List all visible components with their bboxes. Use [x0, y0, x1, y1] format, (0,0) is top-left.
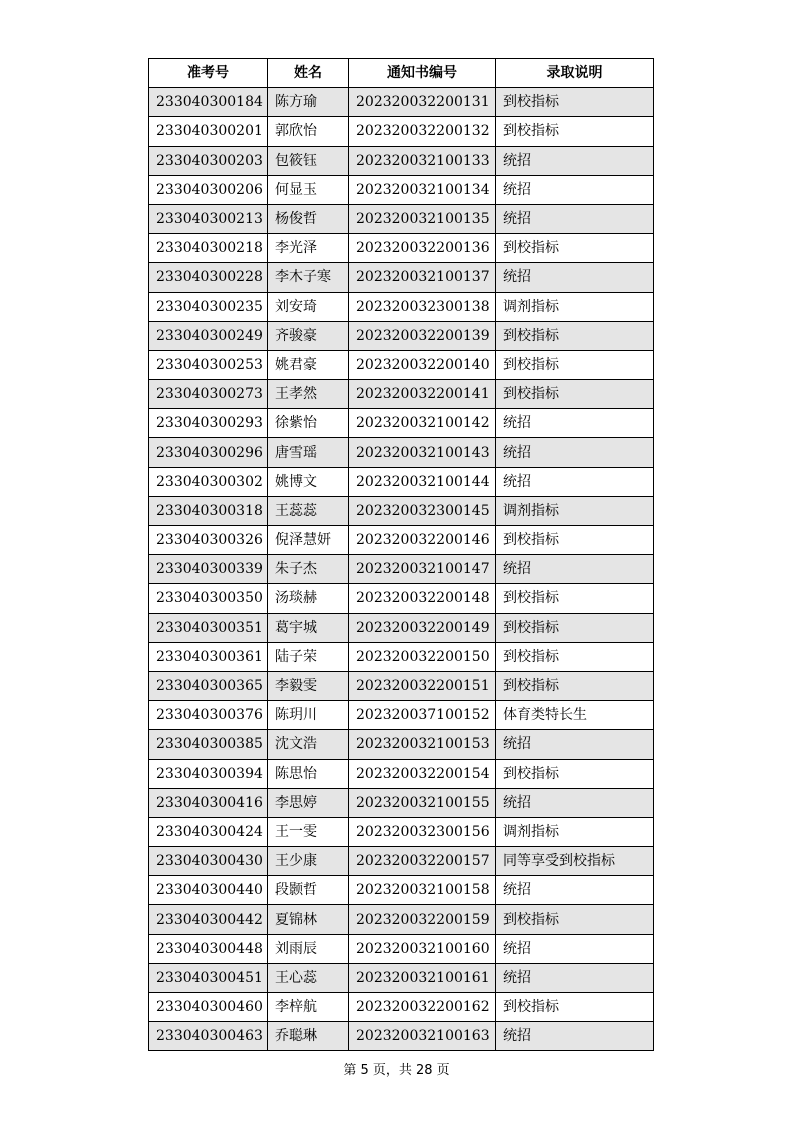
name-cell: 郭欣怡 [268, 117, 349, 146]
name-cell: 沈文浩 [268, 730, 349, 759]
admission-note-cell: 到校指标 [496, 584, 654, 613]
exam-number-cell: 233040300253 [149, 350, 268, 379]
name-cell: 何显玉 [268, 175, 349, 204]
table-row [149, 642, 654, 671]
notice-number-cell: 202320032100153 [349, 730, 496, 759]
table-row [149, 88, 654, 117]
admission-note-cell: 到校指标 [496, 321, 654, 350]
table-row [149, 993, 654, 1022]
notice-number-cell: 202320032200149 [349, 613, 496, 642]
notice-number-cell: 202320032300138 [349, 292, 496, 321]
name-cell: 杨俊哲 [268, 204, 349, 233]
exam-number-cell: 233040300351 [149, 613, 268, 642]
exam-number-cell: 233040300318 [149, 496, 268, 525]
header-exam-number: 准考号 [149, 59, 268, 88]
notice-number-cell: 202320032300156 [349, 817, 496, 846]
admission-note-cell: 到校指标 [496, 234, 654, 263]
notice-number-cell: 202320032100134 [349, 175, 496, 204]
table-row [149, 817, 654, 846]
table-row [149, 730, 654, 759]
exam-number-cell: 233040300184 [149, 88, 268, 117]
table-row [149, 555, 654, 584]
exam-number-cell: 233040300201 [149, 117, 268, 146]
name-cell: 王少康 [268, 847, 349, 876]
notice-number-cell: 202320032200141 [349, 380, 496, 409]
admission-note-cell: 统招 [496, 555, 654, 584]
notice-number-cell: 202320032200131 [349, 88, 496, 117]
exam-number-cell: 233040300376 [149, 701, 268, 730]
exam-number-cell: 233040300442 [149, 905, 268, 934]
notice-number-cell: 202320032200151 [349, 671, 496, 700]
notice-number-cell: 202320032100147 [349, 555, 496, 584]
name-cell: 倪泽慧妍 [268, 526, 349, 555]
name-cell: 唐雪瑶 [268, 438, 349, 467]
notice-number-cell: 202320032100158 [349, 876, 496, 905]
exam-number-cell: 233040300203 [149, 146, 268, 175]
notice-number-cell: 202320032200140 [349, 350, 496, 379]
admission-note-cell: 到校指标 [496, 526, 654, 555]
table-row [149, 876, 654, 905]
notice-number-cell: 202320032100142 [349, 409, 496, 438]
exam-number-cell: 233040300273 [149, 380, 268, 409]
notice-number-cell: 202320032200139 [349, 321, 496, 350]
exam-number-cell: 233040300213 [149, 204, 268, 233]
exam-number-cell: 233040300361 [149, 642, 268, 671]
admission-note-cell: 到校指标 [496, 759, 654, 788]
name-cell: 姚博文 [268, 467, 349, 496]
name-cell: 李木子寒 [268, 263, 349, 292]
notice-number-cell: 202320032100143 [349, 438, 496, 467]
exam-number-cell: 233040300430 [149, 847, 268, 876]
admission-note-cell: 体育类特长生 [496, 701, 654, 730]
name-cell: 刘安琦 [268, 292, 349, 321]
table-row [149, 234, 654, 263]
name-cell: 李梓航 [268, 993, 349, 1022]
table-row [149, 409, 654, 438]
name-cell: 葛宇城 [268, 613, 349, 642]
notice-number-cell: 202320032200162 [349, 993, 496, 1022]
exam-number-cell: 233040300350 [149, 584, 268, 613]
header-name: 姓名 [268, 59, 349, 88]
name-cell: 王一雯 [268, 817, 349, 846]
notice-number-cell: 202320032200157 [349, 847, 496, 876]
name-cell: 王心蕊 [268, 963, 349, 992]
notice-number-cell: 202320037100152 [349, 701, 496, 730]
name-cell: 陆子荣 [268, 642, 349, 671]
exam-number-cell: 233040300218 [149, 234, 268, 263]
exam-number-cell: 233040300460 [149, 993, 268, 1022]
exam-number-cell: 233040300416 [149, 788, 268, 817]
table-row [149, 847, 654, 876]
admission-note-cell: 统招 [496, 263, 654, 292]
table-row [149, 175, 654, 204]
exam-number-cell: 233040300293 [149, 409, 268, 438]
notice-number-cell: 202320032100160 [349, 934, 496, 963]
admission-note-cell: 统招 [496, 146, 654, 175]
admission-table [148, 58, 654, 1051]
exam-number-cell: 233040300448 [149, 934, 268, 963]
page-footer: 第 5 页，共 28 页 [343, 1063, 450, 1078]
table-row [149, 380, 654, 409]
name-cell: 李光泽 [268, 234, 349, 263]
notice-number-cell: 202320032200136 [349, 234, 496, 263]
table-row [149, 467, 654, 496]
admission-note-cell: 统招 [496, 730, 654, 759]
notice-number-cell: 202320032200132 [349, 117, 496, 146]
notice-number-cell: 202320032200146 [349, 526, 496, 555]
header-notice-number: 通知书编号 [349, 59, 496, 88]
exam-number-cell: 233040300424 [149, 817, 268, 846]
name-cell: 陈玥川 [268, 701, 349, 730]
table-row [149, 905, 654, 934]
admission-note-cell: 统招 [496, 788, 654, 817]
admission-note-cell: 到校指标 [496, 117, 654, 146]
table-row [149, 963, 654, 992]
table-header-row [149, 59, 654, 88]
admission-note-cell: 统招 [496, 467, 654, 496]
name-cell: 刘雨辰 [268, 934, 349, 963]
notice-number-cell: 202320032200150 [349, 642, 496, 671]
table-row [149, 613, 654, 642]
notice-number-cell: 202320032200159 [349, 905, 496, 934]
exam-number-cell: 233040300440 [149, 876, 268, 905]
admission-note-cell: 到校指标 [496, 350, 654, 379]
header-admission-note: 录取说明 [496, 59, 654, 88]
name-cell: 王孝然 [268, 380, 349, 409]
admission-note-cell: 统招 [496, 175, 654, 204]
admission-note-cell: 统招 [496, 963, 654, 992]
notice-number-cell: 202320032100137 [349, 263, 496, 292]
name-cell: 王蕊蕊 [268, 496, 349, 525]
exam-number-cell: 233040300326 [149, 526, 268, 555]
table-row [149, 1022, 654, 1051]
admission-note-cell: 统招 [496, 438, 654, 467]
exam-number-cell: 233040300302 [149, 467, 268, 496]
admission-note-cell: 统招 [496, 1022, 654, 1051]
table-row [149, 701, 654, 730]
table-row [149, 671, 654, 700]
admission-note-cell: 统招 [496, 876, 654, 905]
name-cell: 汤琰赫 [268, 584, 349, 613]
exam-number-cell: 233040300394 [149, 759, 268, 788]
admission-note-cell: 到校指标 [496, 88, 654, 117]
table-row [149, 117, 654, 146]
notice-number-cell: 202320032200148 [349, 584, 496, 613]
notice-number-cell: 202320032300145 [349, 496, 496, 525]
notice-number-cell: 202320032100161 [349, 963, 496, 992]
table-row [149, 584, 654, 613]
notice-number-cell: 202320032200154 [349, 759, 496, 788]
table-row [149, 934, 654, 963]
admission-note-cell: 调剂指标 [496, 292, 654, 321]
name-cell: 陈方瑜 [268, 88, 349, 117]
notice-number-cell: 202320032100135 [349, 204, 496, 233]
exam-number-cell: 233040300206 [149, 175, 268, 204]
table-row [149, 759, 654, 788]
admission-note-cell: 同等享受到校指标 [496, 847, 654, 876]
name-cell: 包筱钰 [268, 146, 349, 175]
table-row [149, 146, 654, 175]
name-cell: 徐紫怡 [268, 409, 349, 438]
name-cell: 齐骏豪 [268, 321, 349, 350]
exam-number-cell: 233040300385 [149, 730, 268, 759]
table-row [149, 204, 654, 233]
notice-number-cell: 202320032100163 [349, 1022, 496, 1051]
exam-number-cell: 233040300296 [149, 438, 268, 467]
admission-note-cell: 统招 [496, 204, 654, 233]
table-row [149, 788, 654, 817]
table-row [149, 438, 654, 467]
exam-number-cell: 233040300339 [149, 555, 268, 584]
exam-number-cell: 233040300365 [149, 671, 268, 700]
admission-note-cell: 到校指标 [496, 380, 654, 409]
table-row [149, 496, 654, 525]
exam-number-cell: 233040300249 [149, 321, 268, 350]
admission-note-cell: 到校指标 [496, 642, 654, 671]
table-row [149, 321, 654, 350]
table-row [149, 292, 654, 321]
name-cell: 姚君豪 [268, 350, 349, 379]
admission-note-cell: 到校指标 [496, 613, 654, 642]
exam-number-cell: 233040300235 [149, 292, 268, 321]
notice-number-cell: 202320032100144 [349, 467, 496, 496]
notice-number-cell: 202320032100133 [349, 146, 496, 175]
admission-note-cell: 调剂指标 [496, 496, 654, 525]
admission-note-cell: 到校指标 [496, 993, 654, 1022]
table-row [149, 526, 654, 555]
admission-note-cell: 到校指标 [496, 905, 654, 934]
name-cell: 朱子杰 [268, 555, 349, 584]
admission-note-cell: 到校指标 [496, 671, 654, 700]
table-row [149, 350, 654, 379]
exam-number-cell: 233040300463 [149, 1022, 268, 1051]
admission-note-cell: 统招 [496, 409, 654, 438]
notice-number-cell: 202320032100155 [349, 788, 496, 817]
table-row [149, 263, 654, 292]
name-cell: 段颢哲 [268, 876, 349, 905]
exam-number-cell: 233040300228 [149, 263, 268, 292]
name-cell: 陈思怡 [268, 759, 349, 788]
exam-number-cell: 233040300451 [149, 963, 268, 992]
admission-note-cell: 统招 [496, 934, 654, 963]
name-cell: 李思婷 [268, 788, 349, 817]
admission-note-cell: 调剂指标 [496, 817, 654, 846]
name-cell: 李毅雯 [268, 671, 349, 700]
name-cell: 乔聪琳 [268, 1022, 349, 1051]
name-cell: 夏锦林 [268, 905, 349, 934]
